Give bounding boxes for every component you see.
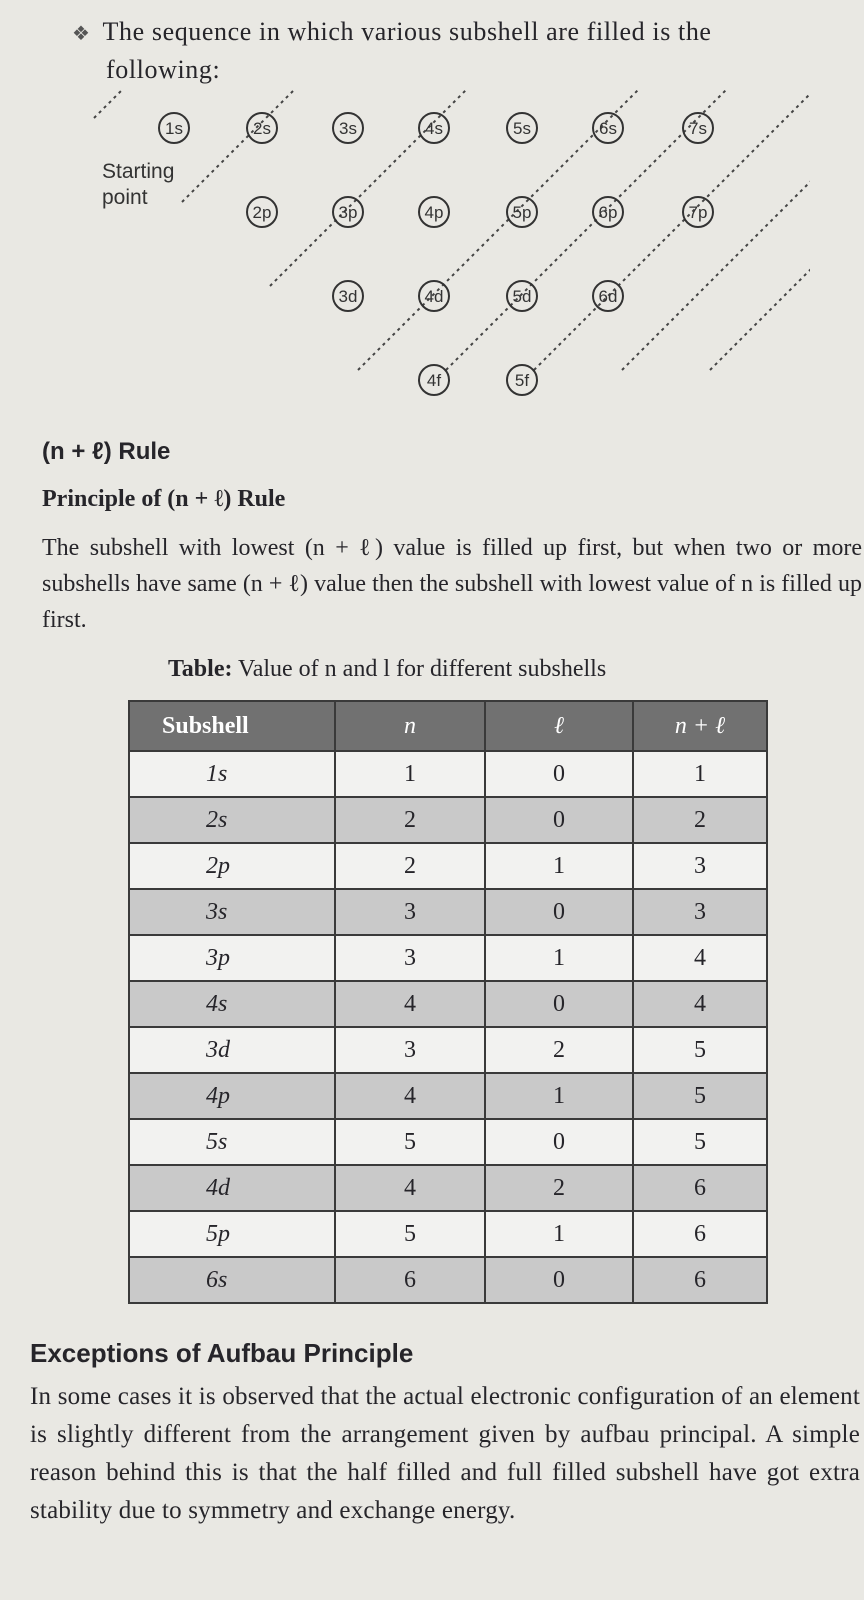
- intro-line-2: following:: [106, 55, 221, 84]
- starting-point-label-1: Starting: [102, 160, 175, 183]
- cell-subshell: 4d: [129, 1165, 335, 1211]
- cell-subshell: 4s: [129, 981, 335, 1027]
- cell-n: 3: [335, 935, 485, 981]
- orbital-5f: [507, 365, 537, 395]
- orbital-4f: [419, 365, 449, 395]
- svg-text:6s: 6s: [599, 119, 617, 138]
- cell-n-plus-l: 5: [633, 1073, 767, 1119]
- cell-n: 6: [335, 1257, 485, 1303]
- svg-text:3s: 3s: [339, 119, 357, 138]
- cell-subshell: 5s: [129, 1119, 335, 1165]
- svg-text:5f: 5f: [514, 371, 530, 390]
- table-row: [129, 797, 767, 843]
- diamond-bullet-icon: ❖: [72, 23, 91, 45]
- cell-l: 0: [485, 751, 633, 797]
- svg-text:5s: 5s: [513, 119, 531, 138]
- table-row: [129, 935, 767, 981]
- table-caption: Table: Value of n and l for different subshells: [168, 656, 607, 682]
- table-row: [129, 843, 767, 889]
- intro-text: [72, 14, 852, 87]
- cell-n-plus-l: 6: [633, 1211, 767, 1257]
- svg-text:4d: 4d: [424, 287, 444, 306]
- cell-n-plus-l: 6: [633, 1257, 767, 1303]
- header-l: ℓ: [485, 701, 633, 751]
- cell-l: 1: [485, 843, 633, 889]
- table-row: [129, 1165, 767, 1211]
- cell-n: 3: [335, 889, 485, 935]
- table-row: [129, 1211, 767, 1257]
- cell-subshell: 4p: [129, 1073, 335, 1119]
- cell-l: 0: [485, 889, 633, 935]
- cell-n: 1: [335, 751, 485, 797]
- svg-text:3p: 3p: [338, 203, 358, 222]
- cell-n-plus-l: 5: [633, 1119, 767, 1165]
- cell-n: 4: [335, 1165, 485, 1211]
- svg-text:7p: 7p: [688, 203, 708, 222]
- svg-text:6d: 6d: [598, 287, 618, 306]
- cell-n: 4: [335, 1073, 485, 1119]
- orbital-7p: [683, 197, 713, 227]
- svg-text:1s: 1s: [165, 119, 183, 138]
- svg-text:2s: 2s: [253, 119, 271, 138]
- cell-n-plus-l: 4: [633, 981, 767, 1027]
- exceptions-paragraph: In some cases it is observed that the actual electronic configuration of an element is slightly different from the arrangement given by aufbau principal. A simple reason behind this is that the half filled and full filled subshell have got extra stability due to symmetry and exchange energy.: [30, 1383, 860, 1524]
- cell-subshell: 2s: [129, 797, 335, 843]
- table-row: [129, 1027, 767, 1073]
- orbital-6s: [593, 113, 623, 143]
- cell-l: 1: [485, 935, 633, 981]
- table-row: [129, 889, 767, 935]
- cell-l: 0: [485, 1119, 633, 1165]
- filling-order-arrow: [182, 90, 482, 202]
- table-row: [129, 1119, 767, 1165]
- orbital-3d: [333, 281, 363, 311]
- orbital-6d: [593, 281, 623, 311]
- cell-l: 0: [485, 981, 633, 1027]
- svg-text:5d: 5d: [512, 287, 532, 306]
- cell-l: 0: [485, 797, 633, 843]
- filling-order-arrow: [622, 90, 810, 370]
- orbital-5d: [507, 281, 537, 311]
- header-n-plus-l: n + ℓ: [633, 701, 767, 751]
- cell-n-plus-l: 3: [633, 843, 767, 889]
- cell-n: 4: [335, 981, 485, 1027]
- starting-point-label-2: point: [102, 186, 148, 209]
- cell-n-plus-l: 1: [633, 751, 767, 797]
- cell-n: 5: [335, 1119, 485, 1165]
- n-l-table: [128, 700, 768, 1304]
- table-row: [129, 1257, 767, 1303]
- orbital-5p: [507, 197, 537, 227]
- cell-n-plus-l: 4: [633, 935, 767, 981]
- cell-subshell: 3d: [129, 1027, 335, 1073]
- cell-l: 2: [485, 1027, 633, 1073]
- cell-subshell: 6s: [129, 1257, 335, 1303]
- rule-title: (n + ℓ) Rule: [42, 438, 171, 465]
- cell-l: 1: [485, 1211, 633, 1257]
- orbital-2s: [247, 113, 277, 143]
- orbital-5s: [507, 113, 537, 143]
- svg-text:7s: 7s: [689, 119, 707, 138]
- svg-text:5p: 5p: [512, 203, 532, 222]
- table-row: [129, 751, 767, 797]
- cell-l: 1: [485, 1073, 633, 1119]
- table-row: [129, 1073, 767, 1119]
- orbital-2p: [247, 197, 277, 227]
- cell-n-plus-l: 3: [633, 889, 767, 935]
- aufbau-diagram: [90, 90, 810, 420]
- filling-order-arrow: [710, 90, 810, 370]
- svg-text:4p: 4p: [424, 203, 444, 222]
- exceptions-heading: Exceptions of Aufbau Principle: [30, 1338, 414, 1368]
- orbital-4d: [419, 281, 449, 311]
- orbital-3p: [333, 197, 363, 227]
- cell-subshell: 2p: [129, 843, 335, 889]
- principle-heading: Principle of (n + ℓ) Rule: [42, 486, 286, 512]
- cell-n-plus-l: 2: [633, 797, 767, 843]
- svg-text:4s: 4s: [425, 119, 443, 138]
- cell-n-plus-l: 6: [633, 1165, 767, 1211]
- principle-paragraph: The subshell with lowest (n + ℓ) value is filled up first, but when two or more subshells have same (n + ℓ) value then the subshell with lowest value of n is filled up first.: [42, 535, 862, 633]
- orbital-4p: [419, 197, 449, 227]
- cell-subshell: 5p: [129, 1211, 335, 1257]
- table-row: [129, 981, 767, 1027]
- cell-n: 2: [335, 843, 485, 889]
- cell-subshell: 3p: [129, 935, 335, 981]
- cell-n: 5: [335, 1211, 485, 1257]
- header-subshell: Subshell: [129, 701, 335, 751]
- table-header-row: [129, 701, 767, 751]
- cell-subshell: 1s: [129, 751, 335, 797]
- svg-text:4f: 4f: [426, 371, 442, 390]
- svg-text:6p: 6p: [598, 203, 618, 222]
- svg-text:2p: 2p: [252, 203, 272, 222]
- cell-n: 3: [335, 1027, 485, 1073]
- cell-subshell: 3s: [129, 889, 335, 935]
- svg-text:3d: 3d: [338, 287, 358, 306]
- orbital-7s: [683, 113, 713, 143]
- intro-line-1: The sequence in which various subshell are filled is the: [102, 17, 712, 46]
- cell-n-plus-l: 5: [633, 1027, 767, 1073]
- cell-l: 0: [485, 1257, 633, 1303]
- cell-l: 2: [485, 1165, 633, 1211]
- orbital-3s: [333, 113, 363, 143]
- filling-order-arrow: [534, 90, 810, 370]
- orbital-6p: [593, 197, 623, 227]
- orbital-4s: [419, 113, 449, 143]
- cell-n: 2: [335, 797, 485, 843]
- header-n: n: [335, 701, 485, 751]
- orbital-1s: [159, 113, 189, 143]
